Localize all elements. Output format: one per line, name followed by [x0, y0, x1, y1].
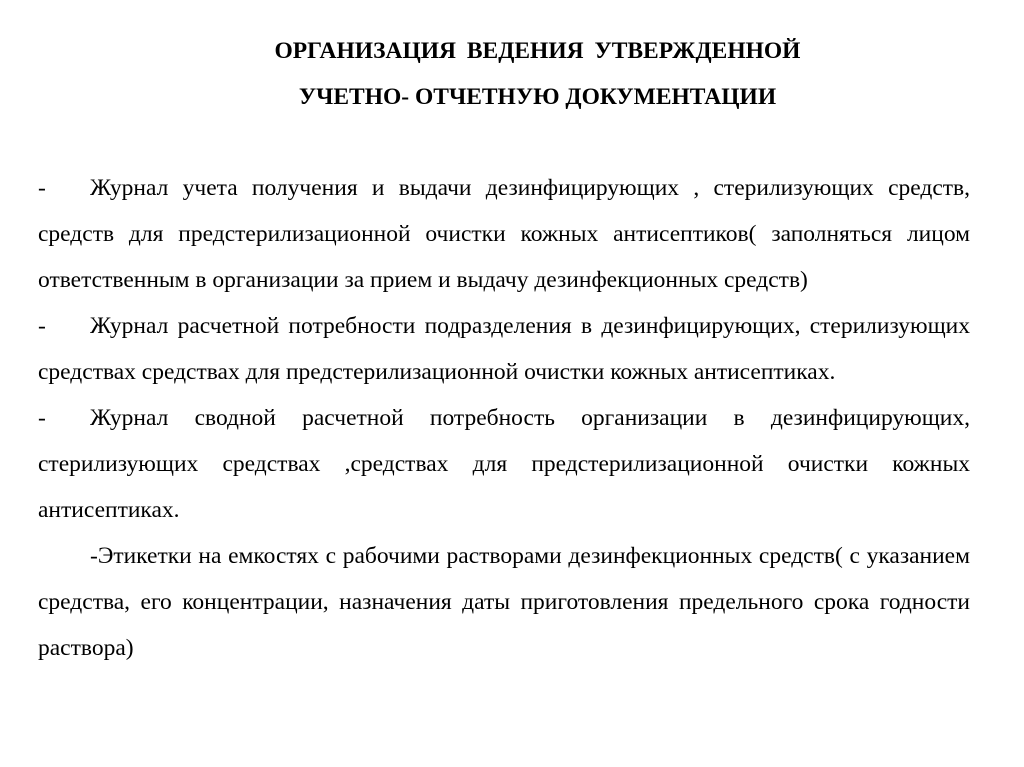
- document-title-line-1: ОРГАНИЗАЦИЯ ВЕДЕНИЯ УТВЕРЖДЕННОЙ: [274, 38, 801, 64]
- list-item: [38, 165, 970, 303]
- list-item-marker: -: [38, 405, 46, 431]
- list-item: [38, 395, 970, 533]
- list-item-text: -Этикетки на емкостях с рабочими растворами дезинфекционных средств( с указанием средства, его концентрации, назначения даты приготовления предельного срока годности раствора): [38, 543, 970, 661]
- list-item-text: Журнал сводной расчетной потребность организации в дезинфицирующих, стерилизующих средствах ,средствах для предстерилизационной очистки кожных антисептиках.: [38, 405, 970, 523]
- list-item-marker: -: [38, 313, 46, 339]
- document-body: [38, 165, 970, 671]
- list-item-text: Журнал расчетной потребности подразделения в дезинфицирующих, стерилизующих средствах средствах для предстерилизационной очистки кожных антисептиках.: [38, 313, 970, 385]
- list-item-text: Журнал учета получения и выдачи дезинфицирующих , стерилизующих средств, средств для предстерилизационной очистки кожных антисептиков( заполняться лицом ответственным в организации за прием и выдачу дезинфекционных средств): [38, 175, 970, 293]
- list-item: [38, 303, 970, 395]
- document-title-line-2: УЧЕТНО- ОТЧЕТНУЮ ДОКУМЕНТАЦИИ: [298, 84, 777, 110]
- list-item-marker: -: [38, 175, 46, 201]
- list-item: [38, 533, 970, 671]
